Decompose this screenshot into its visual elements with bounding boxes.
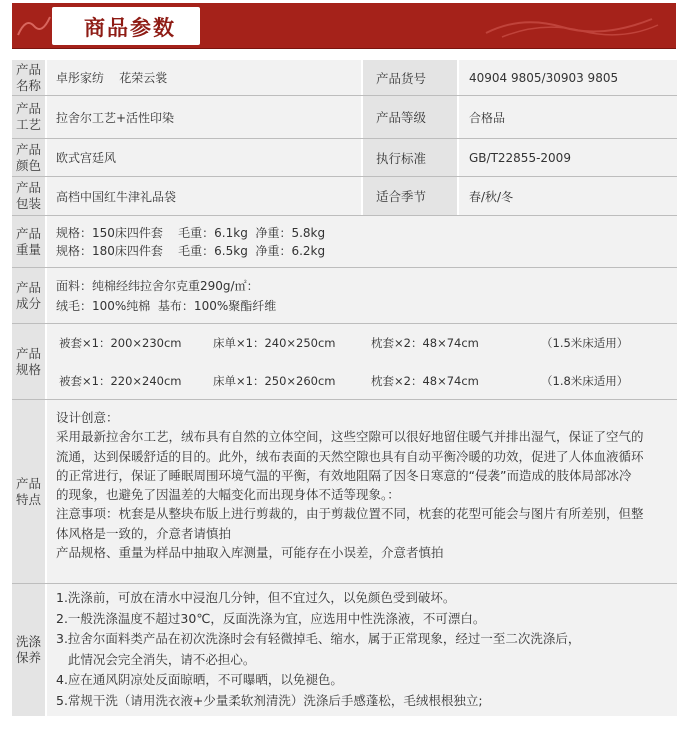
label-composition: 产品成分 — [12, 268, 45, 323]
care-line: 5.常规干洗（请用洗衣液+少量柔软剂清洗）洗涤后手感蓬松，毛绒根根独立; — [56, 692, 483, 708]
row-spec — [12, 324, 677, 400]
composition-line: 绒毛：100%纯棉 基布：100%聚酯纤维 — [56, 298, 277, 313]
spec-cell: 枕套×2：48×74cm — [371, 373, 479, 388]
spec-cell: 被套×1：200×230cm — [59, 335, 182, 350]
row-craft — [12, 96, 677, 139]
spec-cell: 枕套×2：48×74cm — [371, 335, 479, 350]
feature-line: 注意事项：枕套是从整块布版上进行剪裁的，由于剪裁位置不同，枕套的花型可能会与图片有所差别，但整 — [56, 506, 644, 522]
label-care: 洗涤保养 — [12, 584, 45, 716]
label-package: 产品包装 — [12, 177, 45, 215]
feature-line: 设计创意： — [56, 410, 119, 425]
label-item-no: 产品货号 — [361, 60, 457, 95]
row-package — [12, 177, 677, 216]
label-color: 产品颜色 — [12, 139, 45, 176]
label-season: 适合季节 — [361, 177, 457, 215]
care-line: 2.一般洗涤温度不超过30℃，反面洗涤为宜，应选用中性洗涤液，不可漂白。 — [56, 610, 486, 626]
spec-row — [59, 335, 628, 351]
feature-line: 的现象，也避免了因温差的大幅变化而出现身体不适等现象。： — [56, 487, 400, 503]
feature-line: 体风格是一致的，介意者请慎拍 — [56, 525, 232, 541]
section-header — [12, 3, 676, 49]
value-grade: 合格品 — [457, 96, 677, 138]
value-weight — [45, 216, 677, 267]
value-name: 卓彤家纺 花荣云裳 — [45, 60, 361, 95]
row-features — [12, 400, 677, 584]
row-weight — [12, 216, 677, 268]
weight-line: 规格：180床四件套 毛重：6.5kg 净重：6.2kg — [56, 243, 326, 258]
label-craft: 产品工艺 — [12, 96, 45, 138]
spec-row — [59, 373, 628, 389]
spec-cell: 床单×1：240×250cm — [213, 335, 336, 350]
decorative-swirl-icon — [482, 13, 662, 39]
spec-cell: 床单×1：250×260cm — [213, 373, 336, 388]
row-care — [12, 584, 677, 716]
value-spec — [45, 324, 677, 399]
feature-line: 产品规格、重量为样品中抽取入库测量，可能存在小误差，介意者慎拍 — [56, 545, 444, 561]
label-name: 产品名称 — [12, 60, 45, 95]
spec-cell: 被套×1：220×240cm — [59, 373, 182, 388]
care-line: 4.应在通风阴凉处反面晾晒，不可曝晒，以免褪色。 — [56, 672, 343, 687]
value-craft: 拉舍尔工艺+活性印染 — [45, 96, 361, 138]
label-grade: 产品等级 — [361, 96, 457, 138]
spec-cell: （1.8米床适用） — [541, 373, 629, 388]
value-care — [45, 584, 677, 716]
spec-cell: （1.5米床适用） — [541, 335, 629, 350]
weight-line: 规格：150床四件套 毛重：6.1kg 净重：5.8kg — [56, 225, 326, 240]
row-composition — [12, 268, 677, 324]
value-package: 高档中国红牛津礼品袋 — [45, 177, 361, 215]
feature-line: 流通，达到保暖舒适的目的。此外，绒布表面的天然空隙也具有自动平衡冷暖的功效，促进了人体血液循环 — [56, 448, 644, 464]
value-composition — [45, 268, 677, 323]
section-title: 商品参数 — [84, 16, 176, 40]
parameter-table — [12, 60, 677, 716]
value-features — [45, 400, 677, 583]
composition-line: 面料：纯棉经纬拉舍尔克重290g/㎡： — [56, 278, 259, 293]
care-line: 此情况会完全消失，请不必担心。 — [56, 651, 256, 667]
feature-line: 的正常进行，保证了睡眠周围环境气温的平衡，有效地阻隔了因冬日寒意的“侵袭”而造成的肢体局部冰冷 — [56, 467, 632, 483]
row-name — [12, 60, 677, 96]
care-line: 3.拉舍尔面料类产品在初次洗涤时会有轻微掉毛、缩水，属于正常现象，经过一至二次洗涤后， — [56, 631, 581, 646]
value-item-no: 40904 9805/30903 9805 — [457, 60, 677, 95]
value-color: 欧式宫廷风 — [45, 139, 361, 176]
value-season: 春/秋/冬 — [457, 177, 677, 215]
value-standard: GB/T22855-2009 — [457, 139, 677, 176]
feature-line: 采用最新拉舍尔工艺，绒布具有自然的立体空间，这些空隙可以很好地留住暖气并排出湿气，保证了空气的 — [56, 429, 644, 445]
care-line: 1.洗涤前，可放在清水中浸泡几分钟，但不宜过久，以免颜色受到破坏。 — [56, 590, 456, 605]
decorative-wave-icon — [16, 13, 52, 39]
label-features: 产品特点 — [12, 400, 45, 583]
label-spec: 产品规格 — [12, 324, 45, 399]
label-standard: 执行标准 — [361, 139, 457, 176]
row-color — [12, 139, 677, 177]
label-weight: 产品重量 — [12, 216, 45, 267]
